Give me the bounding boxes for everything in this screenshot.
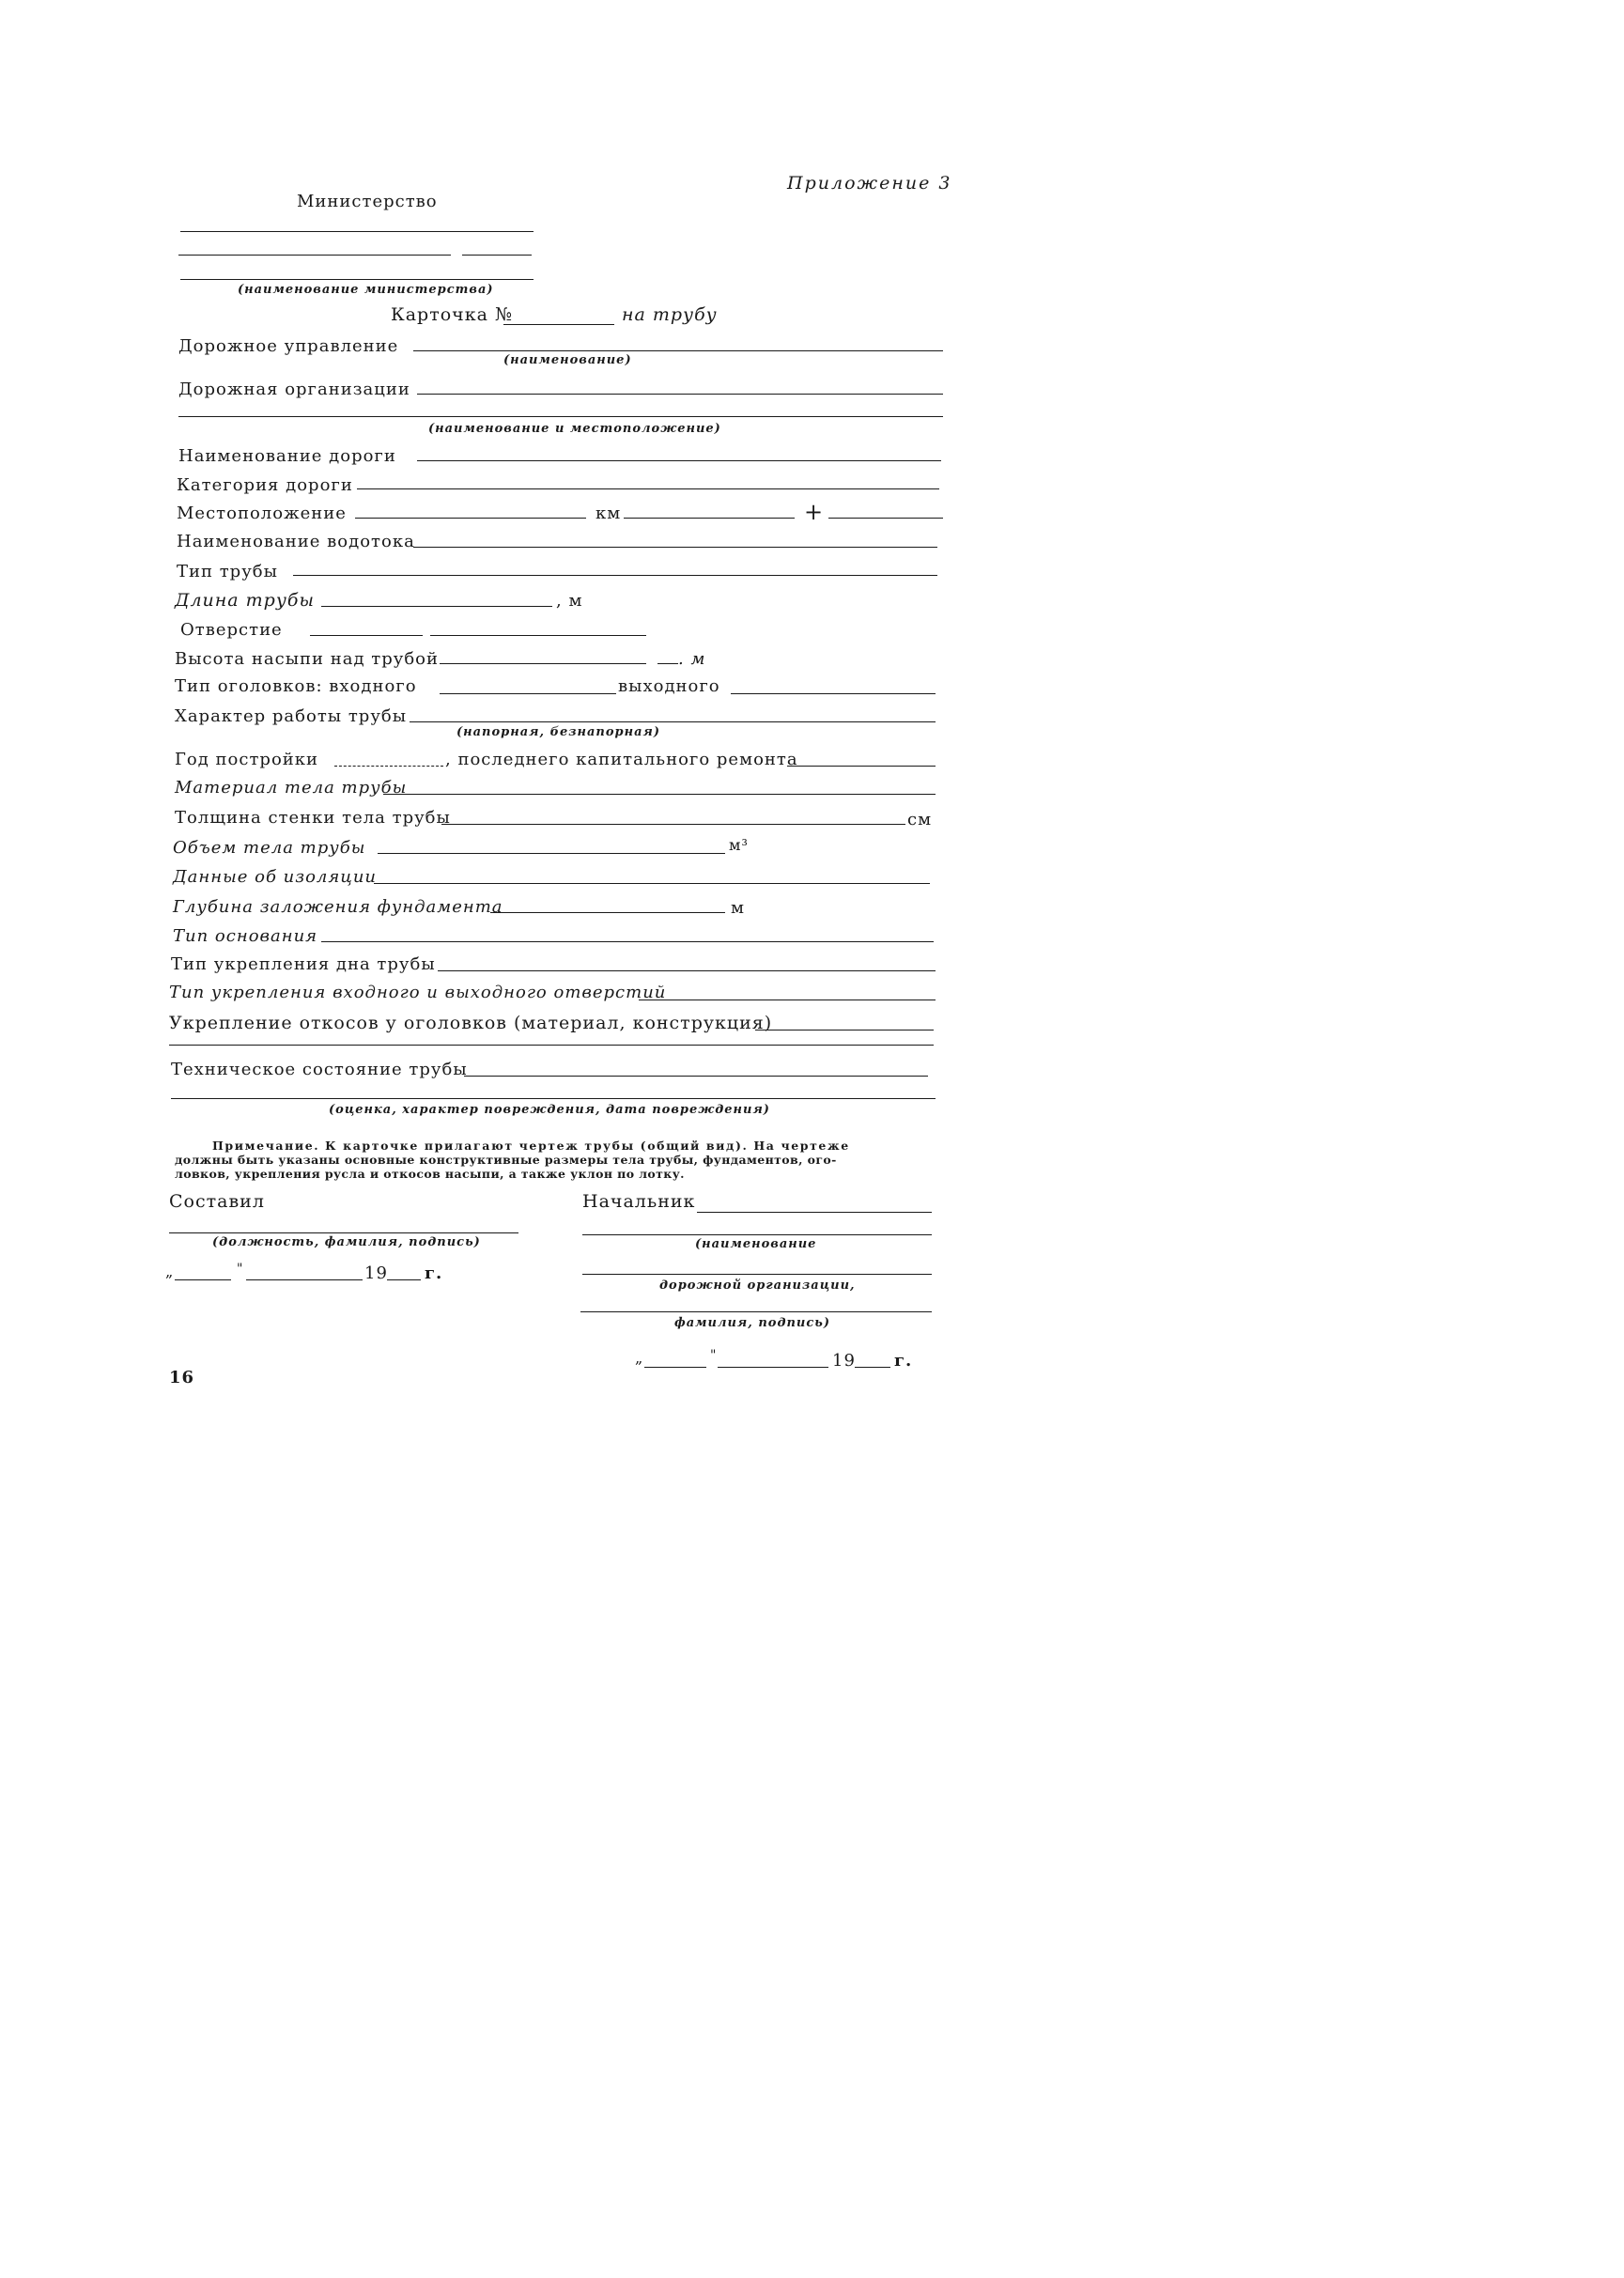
embankment-line-2 bbox=[657, 663, 678, 664]
appendix-label: Приложение 3 bbox=[787, 173, 952, 194]
compiled-quote-open: „ bbox=[165, 1263, 174, 1280]
build-year-label: Год постройки bbox=[175, 750, 319, 769]
watercourse-line bbox=[413, 547, 937, 548]
operation-line bbox=[410, 721, 936, 722]
ministry-line-1 bbox=[180, 231, 534, 232]
compiled-quote-close: " bbox=[237, 1262, 243, 1277]
tech-state-line-2 bbox=[171, 1098, 936, 1099]
pipe-type-label: Тип трубы bbox=[177, 562, 278, 581]
chief-day-line bbox=[644, 1367, 706, 1368]
km-label: км bbox=[595, 504, 622, 523]
pipe-type-line bbox=[293, 575, 937, 576]
ministry-caption: (наименование министерства) bbox=[238, 283, 494, 297]
tech-state-line bbox=[464, 1076, 928, 1077]
slopes-reinforcement-line-2 bbox=[169, 1045, 934, 1046]
tech-state-caption: (оценка, характер повреждения, дата повреждения) bbox=[329, 1103, 770, 1117]
ministry-line-3 bbox=[180, 279, 534, 280]
operation-caption: (напорная, безнапорная) bbox=[456, 725, 661, 739]
base-type-line bbox=[321, 941, 934, 942]
heads-outlet-line bbox=[731, 693, 936, 694]
embankment-line-1 bbox=[440, 663, 646, 664]
chief-year-line bbox=[855, 1367, 890, 1368]
body-material-label: Материал тела трубы bbox=[175, 778, 408, 798]
base-type-label: Тип основания bbox=[173, 926, 318, 946]
compiled-label: Составил bbox=[169, 1191, 265, 1212]
chief-caption-2: дорожной организации, bbox=[659, 1278, 856, 1293]
heads-outlet-label: выходного bbox=[618, 676, 720, 696]
road-org-line bbox=[417, 394, 943, 395]
embankment-unit: . м bbox=[678, 649, 706, 669]
body-volume-label: Объем тела трубы bbox=[173, 838, 366, 858]
plus-line bbox=[828, 518, 943, 519]
ministry-label: Министерство bbox=[297, 192, 438, 211]
road-directorate-label: Дорожное управление bbox=[178, 336, 399, 356]
slopes-reinforcement-label: Укрепление откосов у оголовков (материал, конструкция) bbox=[169, 1013, 773, 1033]
road-category-line bbox=[357, 488, 939, 489]
pipe-length-unit: , м bbox=[556, 591, 583, 611]
road-name-label: Наименование дороги bbox=[178, 446, 396, 466]
card-suffix: на трубу bbox=[622, 304, 718, 325]
note-line-2: должны быть указаны основные конструктивные размеры тела трубы, фундаментов, ого- bbox=[175, 1153, 837, 1167]
tech-state-label: Техническое состояние трубы bbox=[171, 1060, 468, 1079]
bottom-reinforcement-label: Тип укрепления дна трубы bbox=[171, 954, 436, 974]
location-line bbox=[355, 518, 586, 519]
heads-inlet-line bbox=[440, 693, 616, 694]
road-category-label: Категория дороги bbox=[177, 475, 353, 495]
road-org-caption: (наименование и местоположение) bbox=[428, 422, 721, 436]
ministry-line-2a bbox=[178, 255, 451, 256]
pipe-length-label: Длина трубы bbox=[175, 590, 315, 611]
road-org-line-2 bbox=[178, 416, 943, 417]
road-name-line bbox=[417, 460, 941, 461]
road-directorate-caption: (наименование) bbox=[503, 353, 632, 367]
chief-label: Начальник bbox=[582, 1191, 696, 1212]
build-year-line bbox=[334, 766, 443, 767]
last-repair-label: , последнего капитального ремонта bbox=[445, 750, 798, 769]
chief-line-1 bbox=[697, 1212, 932, 1213]
opening-label: Отверстие bbox=[180, 620, 283, 640]
location-label: Местоположение bbox=[177, 504, 347, 523]
note-line-1: Примечание. К карточке прилагают чертеж трубы (общий вид). На чертеже bbox=[212, 1139, 850, 1153]
compiled-year-prefix: 19 bbox=[364, 1263, 388, 1283]
compiled-day-line bbox=[175, 1279, 231, 1280]
chief-quote-open: „ bbox=[635, 1349, 643, 1367]
chief-caption-3: фамилия, подпись) bbox=[674, 1316, 831, 1330]
compiled-year-line bbox=[387, 1279, 421, 1280]
compiled-month-line bbox=[246, 1279, 363, 1280]
card-number-line bbox=[503, 324, 614, 325]
compiled-year-suffix: г. bbox=[425, 1263, 443, 1283]
compiled-line bbox=[169, 1232, 518, 1233]
chief-year-suffix: г. bbox=[894, 1351, 913, 1371]
bottom-reinforcement-line bbox=[438, 970, 936, 971]
road-directorate-line bbox=[413, 350, 943, 351]
body-volume-unit: м³ bbox=[729, 836, 749, 854]
body-material-line bbox=[383, 794, 936, 795]
road-org-label: Дорожная организации bbox=[178, 380, 410, 399]
ministry-line-2b bbox=[462, 255, 532, 256]
body-volume-line bbox=[378, 853, 725, 854]
openings-reinforcement-label: Тип укрепления входного и выходного отверстий bbox=[169, 983, 667, 1002]
chief-caption-1: (наименование bbox=[695, 1237, 817, 1251]
foundation-depth-label: Глубина заложения фундамента bbox=[173, 897, 503, 917]
operation-label: Характер работы трубы bbox=[175, 706, 408, 726]
plus-sign: + bbox=[804, 499, 825, 525]
page-number: 16 bbox=[169, 1368, 195, 1387]
compiled-caption: (должность, фамилия, подпись) bbox=[212, 1235, 481, 1249]
pipe-length-line bbox=[321, 606, 552, 607]
wall-thickness-unit: см bbox=[907, 810, 933, 829]
chief-line-4 bbox=[580, 1311, 932, 1312]
foundation-depth-unit: м bbox=[731, 898, 746, 918]
chief-month-line bbox=[718, 1367, 828, 1368]
watercourse-label: Наименование водотока bbox=[177, 532, 415, 551]
wall-thickness-label: Толщина стенки тела трубы bbox=[175, 808, 451, 828]
chief-quote-close: " bbox=[710, 1348, 717, 1363]
opening-line-1 bbox=[310, 635, 423, 636]
chief-year-prefix: 19 bbox=[832, 1351, 856, 1371]
card-prefix: Карточка № bbox=[391, 304, 513, 325]
insulation-line bbox=[374, 883, 930, 884]
heads-type-label: Тип оголовков: входного bbox=[175, 676, 417, 696]
opening-line-2 bbox=[430, 635, 646, 636]
wall-thickness-line bbox=[441, 824, 905, 825]
embankment-label: Высота насыпи над трубой bbox=[175, 649, 440, 669]
slopes-reinforcement-line bbox=[755, 1030, 934, 1031]
last-repair-line bbox=[787, 766, 936, 767]
chief-line-3 bbox=[582, 1274, 932, 1275]
insulation-label: Данные об изоляции bbox=[173, 867, 378, 887]
km-line bbox=[624, 518, 795, 519]
note-line-3: ловков, укрепления русла и откосов насыпи, а также уклон по лотку. bbox=[175, 1167, 685, 1181]
foundation-depth-line bbox=[490, 912, 725, 913]
chief-line-2 bbox=[582, 1234, 932, 1235]
